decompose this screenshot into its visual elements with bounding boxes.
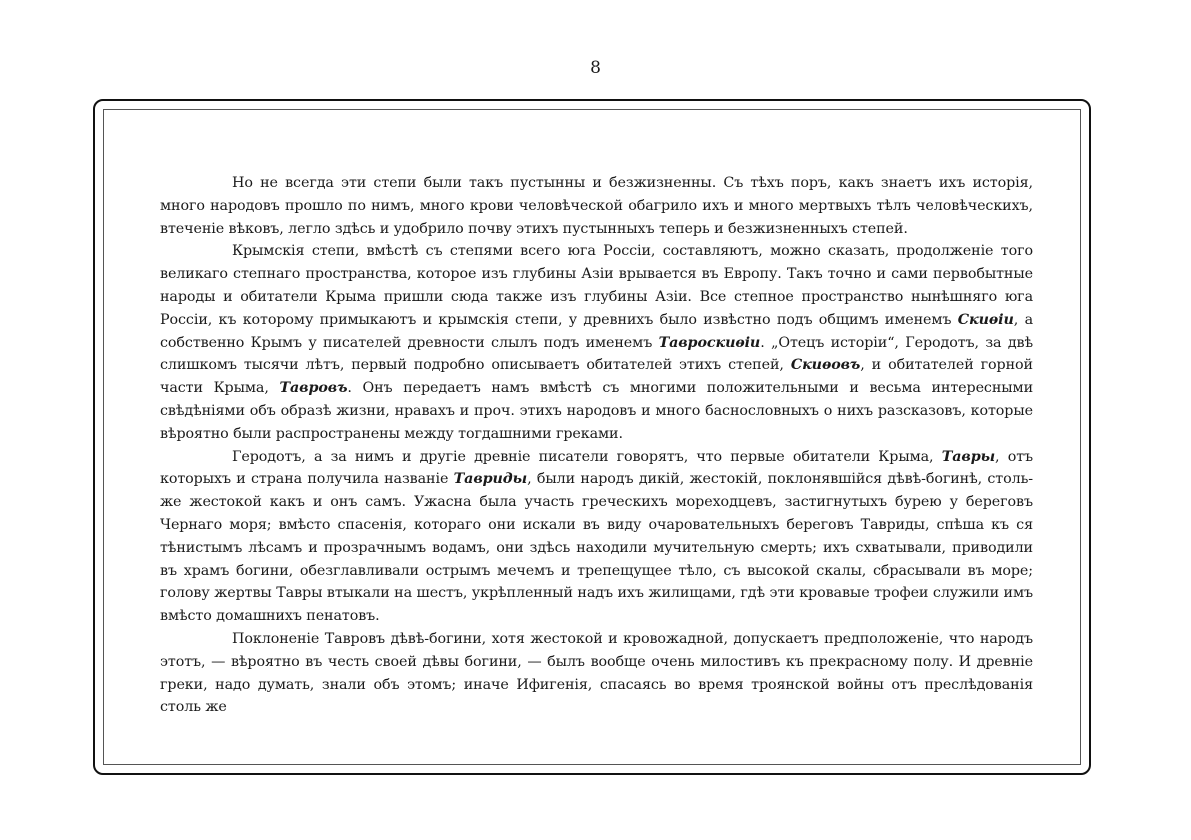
text-run: Поклоненіе Тавровъ дѣвѣ-богини, хотя жестокой и кровожадной, допускаетъ предположеніе, что народъ этотъ, — вѣроятно въ честь своей дѣвы богини, — былъ вообще очень милостивъ къ прекрасному полу. И древніе греки, надо думать, знали объ этомъ; иначе Ифигенія, спасаясь во время троянской войны отъ преслѣдованія столь же: [160, 630, 1033, 716]
text-run: . Онъ передаетъ намъ вмѣстѣ съ многими положительными и весьма интересными свѣдѣніями объ образѣ жизни, нравахъ и проч. этихъ народовъ и много баснословныхъ о нихъ разсказовъ, которые вѣроятно были распространены между тогдашними греками.: [160, 380, 1033, 442]
italic-term-taurida: Тавриды: [453, 471, 528, 488]
italic-term-taury: Тавры: [941, 448, 996, 465]
body-text: [160, 172, 1033, 719]
text-run: , отъ которыхъ и страна получила названіе: [160, 448, 1034, 488]
italic-term-tauri: Тавровъ: [279, 380, 348, 397]
text-run: Геродотъ, а за нимъ и другіе древніе писатели говорятъ, что первые обитатели Крыма,: [232, 448, 942, 465]
text-run: Крымскія степи, вмѣстѣ съ степями всего юга Россіи, составляютъ, можно сказать, продолженіе того великаго степнаго пространства, которое изъ глубины Азіи врывается въ Европу. Такъ точно и сами первобытные народы и обитатели Крыма пришли сюда также изъ глубины Азіи. Все степное пространство нынѣшняго юга Россіи, къ которому примыкаютъ и крымскія степи, у древнихъ было извѣстно подъ общимъ именемъ: [160, 243, 1033, 328]
paragraph: [160, 240, 1033, 445]
paragraph: [160, 446, 1033, 628]
text-run: , и обитателей горной части Крыма,: [160, 357, 1033, 397]
paragraph: [160, 628, 1033, 719]
text-run: , были народъ дикій, жестокій, поклонявшійся дѣвѣ-богинѣ, столь-же жестокой какъ и онъ самъ. Ужасна была участь греческихъ мореходцевъ, застигнутыхъ бурею у береговъ Чернаго моря; вмѣсто спасенія, котораго они искали въ виду очаровательныхъ береговъ Тавриды, спѣша къ ся тѣнистымъ лѣсамъ и прозрачнымъ водамъ, они здѣсь находили мучительную смерть; ихъ схватывали, приводили въ храмъ богини, обезглавливали острымъ мечемъ и трепещущее тѣло, съ высокой скалы, сбрасывали въ море; голову жертвы Тавры втыкали на шестъ, укрѣпленный надъ ихъ жилищами, гдѣ эти кровавые трофеи служили имъ вмѣсто домашнихъ пенатовъ.: [160, 471, 1033, 625]
italic-term-scythians: Скиѳовъ: [790, 357, 861, 374]
italic-term-scythia: Скиѳіи: [957, 311, 1014, 328]
text-run: Но не всегда эти степи были такъ пустынны и безжизненны. Съ тѣхъ поръ, какъ знаетъ ихъ исторія, много народовъ прошло по нимъ, много крови человѣческой обагрило ихъ и много мертвыхъ тѣлъ человѣческихъ, втеченіе вѣковъ, легло здѣсь и удобрило почву этихъ пустынныхъ теперь и безжизненныхъ степей.: [160, 175, 1033, 237]
paragraph: [160, 172, 1033, 240]
text-run: , а собственно Крымъ у писателей древности слылъ подъ именемъ: [160, 311, 1033, 351]
italic-term-tauroscythia: Тавроскиѳіи: [658, 334, 761, 351]
text-run: . „Отецъ исторіи“, Геродотъ, за двѣ слишкомъ тысячи лѣтъ, первый подробно описываетъ обитателей этихъ степей,: [160, 334, 1033, 374]
page-number: 8: [590, 58, 601, 78]
